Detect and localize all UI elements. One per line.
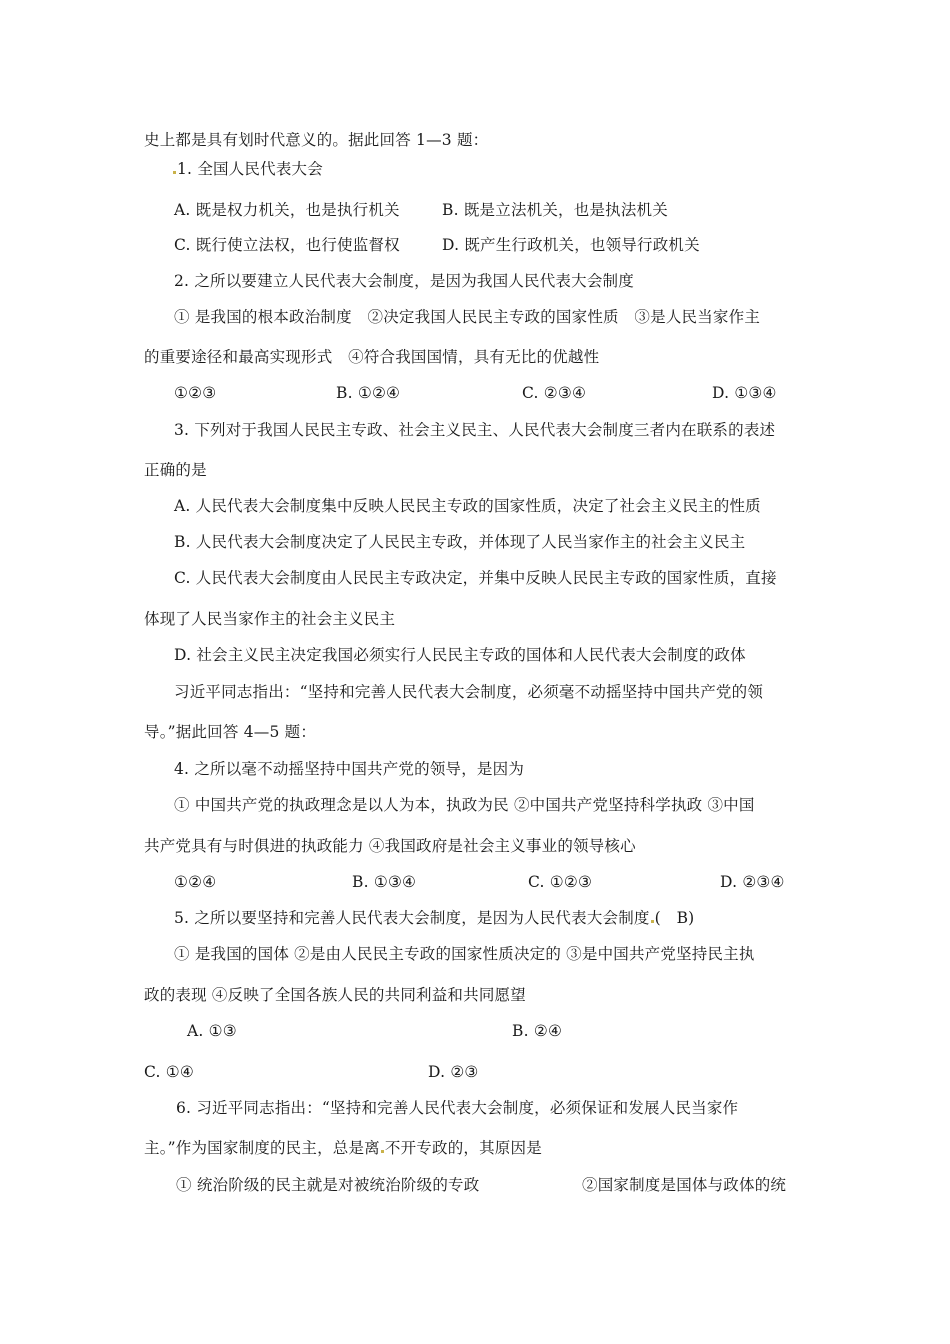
q5-option-d: D. ②③ bbox=[428, 1063, 479, 1081]
q5-option-a: A. ①③ bbox=[187, 1022, 237, 1040]
q5-option-c: C. ①④ bbox=[144, 1063, 194, 1081]
artifact-dot bbox=[381, 1150, 384, 1153]
q6-statement-1: ① 统治阶级的民主就是对被统治阶级的专政 bbox=[176, 1176, 480, 1194]
q2-option-b: B. ①②④ bbox=[336, 384, 401, 402]
q1-option-d: D. 既产生行政机关，也领导行政机关 bbox=[442, 236, 700, 254]
question-4-stem: 4. 之所以毫不动摇坚持中国共产党的领导，是因为 bbox=[174, 760, 525, 778]
q2-option-c: C. ②③④ bbox=[522, 384, 587, 402]
q1-option-c: C. 既行使立法权，也行使监督权 bbox=[174, 236, 400, 254]
q2-statements: ① 是我国的根本政治制度 ②决定我国人民民主专政的国家性质 ③是人民当家作主 bbox=[174, 308, 761, 326]
artifact-dot bbox=[173, 171, 176, 174]
question-6-stem: 6. 习近平同志指出：“坚持和完善人民代表大会制度，必须保证和发展人民当家作 bbox=[176, 1099, 739, 1117]
q5-answer: ( B) bbox=[654, 909, 695, 927]
q5-option-b: B. ②④ bbox=[512, 1022, 563, 1040]
question-3-stem: 3. 下列对于我国人民民主专政、社会主义民主、人民代表大会制度三者内在联系的表述 bbox=[174, 421, 776, 439]
q4-option-b: B. ①③④ bbox=[352, 873, 417, 891]
q5-statements-cont: 政的表现 ④反映了全国各族人民的共同利益和共同愿望 bbox=[144, 986, 526, 1004]
question-2-stem: 2. 之所以要建立人民代表大会制度，是因为我国人民代表大会制度 bbox=[174, 272, 634, 290]
question-5-stem: 5. 之所以要坚持和完善人民代表大会制度，是因为人民代表大会制度 ( B) bbox=[174, 909, 695, 927]
q4-option-c: C. ①②③ bbox=[528, 873, 593, 891]
q3-option-a: A. 人民代表大会制度集中反映人民民主专政的国家性质，决定了社会主义民主的性质 bbox=[174, 497, 761, 515]
q4-statements: ① 中国共产党的执政理念是以人为本，执政为民 ②中国共产党坚持科学执政 ③中国 bbox=[174, 796, 755, 814]
q4-statements-cont: 共产党具有与时俱进的执政能力 ④我国政府是社会主义事业的领导核心 bbox=[144, 837, 636, 855]
q1-option-a: A. 既是权力机关，也是执行机关 bbox=[174, 201, 400, 219]
question-1-stem: 1. 全国人民代表大会 bbox=[172, 159, 323, 179]
question-3-stem-cont: 正确的是 bbox=[144, 461, 207, 479]
q4-option-d: D. ②③④ bbox=[720, 873, 785, 891]
q2-statements-cont: 的重要途径和最高实现形式 ④符合我国国情，具有无比的优越性 bbox=[144, 348, 600, 366]
q4-option-a: ①②④ bbox=[174, 873, 217, 891]
q2-option-d: D. ①③④ bbox=[712, 384, 777, 402]
q3-option-c: C. 人民代表大会制度由人民民主专政决定，并集中反映人民民主专政的国家性质，直接 bbox=[174, 569, 777, 587]
q2-option-a: ①②③ bbox=[174, 384, 217, 402]
text-line: 史上都是具有划时代意义的。据此回答 1—3 题： bbox=[144, 131, 489, 149]
q3-option-c-cont: 体现了人民当家作主的社会主义民主 bbox=[144, 610, 396, 628]
q1-option-b: B. 既是立法机关，也是执法机关 bbox=[442, 201, 668, 219]
q3-option-b: B. 人民代表大会制度决定了人民民主专政，并体现了人民当家作主的社会主义民主 bbox=[174, 533, 746, 551]
q6-statement-2: ②国家制度是国体与政体的统 bbox=[582, 1176, 787, 1194]
q3-option-d: D. 社会主义民主决定我国必须实行人民民主专政的国体和人民代表大会制度的政体 bbox=[174, 646, 746, 664]
material-intro: 习近平同志指出：“坚持和完善人民代表大会制度，必须毫不动摇坚持中国共产党的领 bbox=[174, 683, 764, 701]
material-intro-cont: 导。”据此回答 4—5 题： bbox=[144, 723, 317, 741]
question-6-stem-cont: 主。”作为国家制度的民主，总是离 不开专政的，其原因是 bbox=[144, 1139, 542, 1157]
q5-statements: ① 是我国的国体 ②是由人民民主专政的国家性质决定的 ③是中国共产党坚持民主执 bbox=[174, 945, 755, 963]
artifact-dot bbox=[651, 920, 654, 923]
